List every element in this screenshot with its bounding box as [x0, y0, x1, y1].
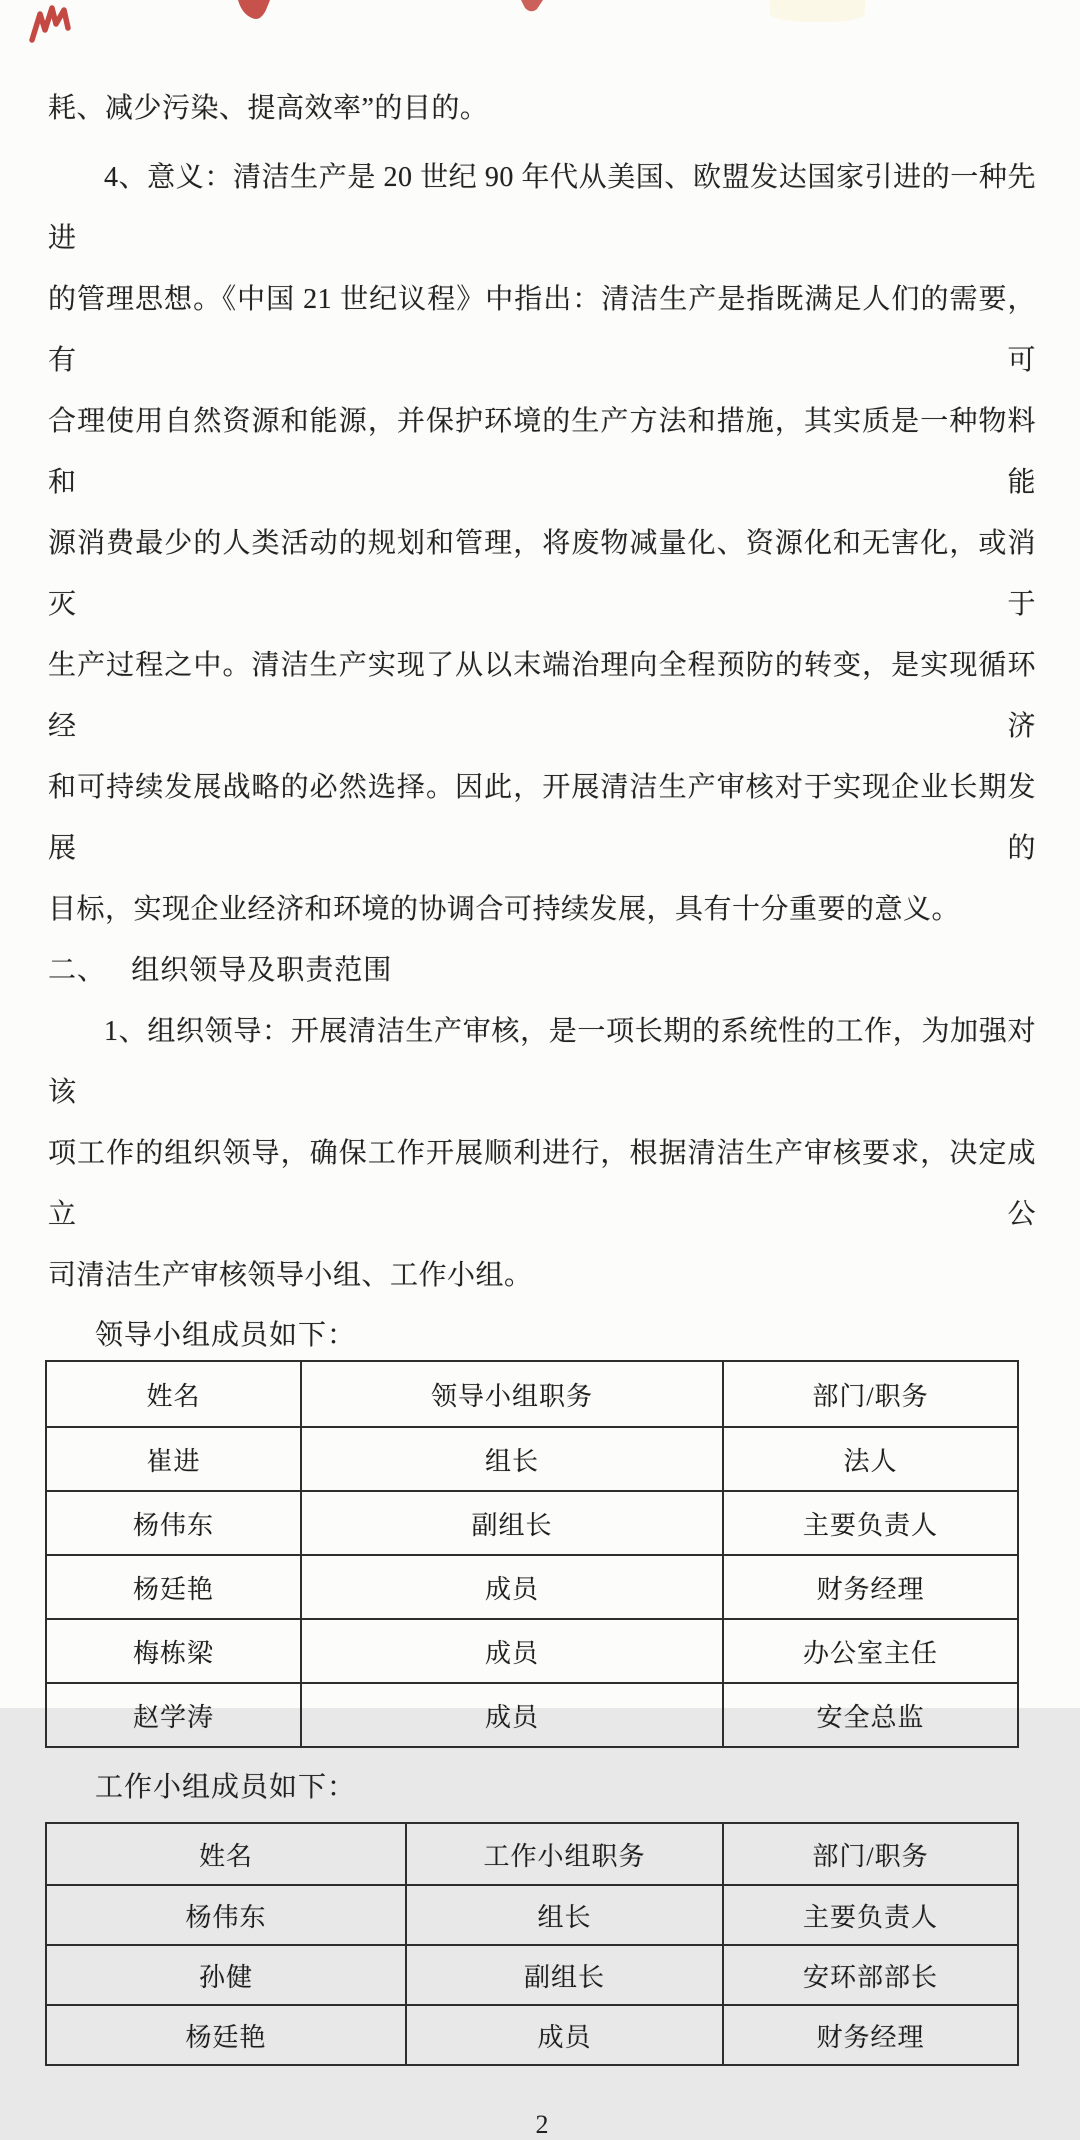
work-table-row	[46, 1885, 1018, 1945]
cell-role: 组长	[406, 1885, 723, 1945]
lead-table-row	[46, 1427, 1018, 1491]
text-line: 和可持续发展战略的必然选择。因此，开展清洁生产审核对于实现企业长期发展的	[48, 772, 1036, 864]
lead-table-intro: 领导小组成员如下：	[95, 1320, 357, 1351]
lead-table-row	[46, 1555, 1018, 1619]
column-header-name: 姓名	[46, 1361, 301, 1427]
work-table-row	[46, 1945, 1018, 2005]
cell-role: 副组长	[406, 1945, 723, 2005]
text-line: 项工作的组织领导，确保工作开展顺利进行，根据清洁生产审核要求，决定成立公	[48, 1138, 1036, 1230]
cell-name: 杨伟东	[46, 1491, 301, 1555]
text-line: 生产过程之中。清洁生产实现了从以末端治理向全程预防的转变，是实现循环经济	[48, 650, 1036, 742]
cell-name: 杨伟东	[46, 1885, 406, 1945]
cell-dept: 法人	[723, 1427, 1018, 1491]
cell-dept: 安环部部长	[723, 1945, 1018, 2005]
cell-name: 杨廷艳	[46, 2005, 406, 2065]
text-line: 合理使用自然资源和能源，并保护环境的生产方法和措施，其实质是一种物料和能	[48, 406, 1036, 498]
section-number: 二、	[48, 955, 107, 986]
column-header-dept: 部门/职务	[723, 1823, 1018, 1885]
cell-name: 梅栋梁	[46, 1619, 301, 1683]
cell-name: 赵学涛	[46, 1683, 301, 1747]
lead-table	[45, 1360, 1019, 1748]
cell-role: 成员	[301, 1555, 723, 1619]
text-line: 的管理思想。《中国 21 世纪议程》中指出：清洁生产是指既满足人们的需要，有可	[48, 284, 1036, 376]
work-table	[45, 1822, 1019, 2066]
work-table-intro: 工作小组成员如下：	[95, 1772, 357, 1803]
cell-dept: 主要负责人	[723, 1885, 1018, 1945]
section-heading	[48, 940, 1036, 1001]
page-content	[48, 0, 1036, 2140]
cell-dept: 财务经理	[723, 1555, 1018, 1619]
column-header-name: 姓名	[46, 1823, 406, 1885]
cell-dept: 主要负责人	[723, 1491, 1018, 1555]
section-title: 组织领导及职责范围	[131, 955, 393, 986]
cell-role: 成员	[406, 2005, 723, 2065]
cell-dept: 财务经理	[723, 2005, 1018, 2065]
page-number: 2	[535, 2110, 549, 2139]
cell-role: 成员	[301, 1683, 723, 1747]
text-line: 1、组织领导：开展清洁生产审核，是一项长期的系统性的工作，为加强对该	[48, 1016, 1036, 1108]
lead-table-row	[46, 1683, 1018, 1747]
cell-name: 孙健	[46, 1945, 406, 2005]
column-header-role: 领导小组职务	[301, 1361, 723, 1427]
cell-role: 副组长	[301, 1491, 723, 1555]
paragraph-continuation: 耗、减少污染、提高效率”的目的。	[48, 93, 489, 124]
cell-role: 成员	[301, 1619, 723, 1683]
paragraph-meaning	[48, 147, 1036, 940]
column-header-dept: 部门/职务	[723, 1361, 1018, 1427]
cell-name: 崔进	[46, 1427, 301, 1491]
cell-dept: 办公室主任	[723, 1619, 1018, 1683]
lead-table-row	[46, 1491, 1018, 1555]
text-line: 目标，实现企业经济和环境的协调合可持续发展，具有十分重要的意义。	[48, 894, 961, 925]
text-line: 司清洁生产审核领导小组、工作小组。	[48, 1260, 533, 1291]
text-line: 源消费最少的人类活动的规划和管理，将废物减量化、资源化和无害化，或消灭于	[48, 528, 1036, 620]
cell-role: 组长	[301, 1427, 723, 1491]
work-table-header-row	[46, 1823, 1018, 1885]
lead-table-row	[46, 1619, 1018, 1683]
text-line: 4、意义：清洁生产是 20 世纪 90 年代从美国、欧盟发达国家引进的一种先进	[48, 162, 1036, 254]
lead-table-header-row	[46, 1361, 1018, 1427]
work-table-row	[46, 2005, 1018, 2065]
paragraph-organization	[48, 1001, 1036, 1306]
cell-name: 杨廷艳	[46, 1555, 301, 1619]
cell-dept: 安全总监	[723, 1683, 1018, 1747]
column-header-role: 工作小组职务	[406, 1823, 723, 1885]
